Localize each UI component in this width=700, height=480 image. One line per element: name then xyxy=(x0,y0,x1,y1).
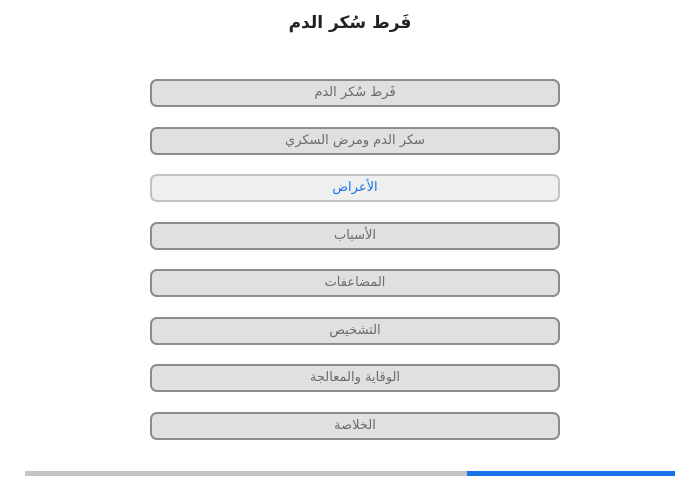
page-title: فَرط سُكر الدم xyxy=(288,13,412,33)
menu-item-blood-sugar-diabetes[interactable]: سكر الدم ومرض السكري xyxy=(150,127,560,155)
menu-item-hyperglycemia[interactable]: فَرط سُكر الدم xyxy=(150,79,560,107)
progress-bar xyxy=(25,471,675,476)
menu-item-complications[interactable]: المضاعفات xyxy=(150,269,560,297)
menu-item-prevention-treatment[interactable]: الوقاية والمعالجة xyxy=(150,364,560,392)
menu-item-causes[interactable]: الأسباب xyxy=(150,222,560,250)
menu-item-diagnosis[interactable]: التشخيص xyxy=(150,317,560,345)
topic-menu xyxy=(150,79,560,459)
menu-item-symptoms[interactable]: الأعراض xyxy=(150,174,560,202)
menu-item-summary[interactable]: الخلاصة xyxy=(150,412,560,440)
progress-bar-fill xyxy=(467,471,675,476)
